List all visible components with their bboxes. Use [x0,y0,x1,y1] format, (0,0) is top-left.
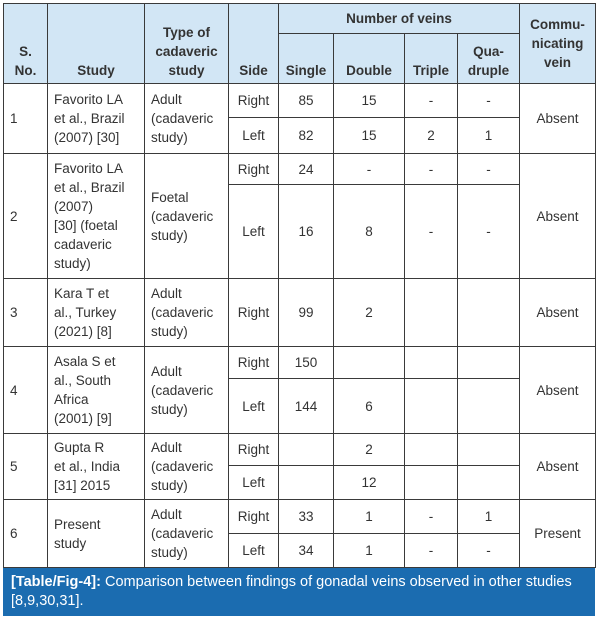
quadruple-cell [458,347,520,379]
header-sno: S. No. [4,4,48,84]
header-triple: Triple [405,34,458,84]
triple-cell: - [405,154,458,185]
side-cell: Left [229,534,279,568]
single-cell: 144 [279,379,334,434]
side-cell: Left [229,185,279,279]
side-cell: Right [229,154,279,185]
side-cell: Right [229,347,279,379]
double-cell: 12 [334,466,405,500]
quadruple-cell: - [458,185,520,279]
study-type-cell: Adult (cadaveric study) [145,434,229,500]
communicating-cell: Absent [520,347,596,434]
quadruple-cell: - [458,534,520,568]
quadruple-cell: 1 [458,500,520,534]
single-cell [279,434,334,466]
single-cell: 85 [279,84,334,118]
communicating-cell: Absent [520,279,596,347]
single-cell: 150 [279,347,334,379]
triple-cell [405,347,458,379]
study-cell: Gupta R et al., India [31] 2015 [48,434,145,500]
header-communicating-vein: Commu- nicating vein [520,4,596,84]
single-cell: 16 [279,185,334,279]
quadruple-cell [458,279,520,347]
row-number: 5 [4,434,48,500]
side-cell: Left [229,118,279,154]
single-cell [279,466,334,500]
study-type-cell: Adult (cadaveric study) [145,84,229,154]
double-cell: 2 [334,434,405,466]
table-figure [3,3,595,616]
communicating-cell: Present [520,500,596,568]
triple-cell [405,434,458,466]
single-cell: 34 [279,534,334,568]
communicating-cell: Absent [520,154,596,279]
quadruple-cell: - [458,84,520,118]
study-type-cell: Adult (cadaveric study) [145,279,229,347]
double-cell: 1 [334,500,405,534]
triple-cell: - [405,500,458,534]
table-row [4,154,596,185]
row-number: 1 [4,84,48,154]
quadruple-cell [458,466,520,500]
triple-cell: - [405,534,458,568]
double-cell: 8 [334,185,405,279]
triple-cell: - [405,185,458,279]
double-cell: 2 [334,279,405,347]
triple-cell: - [405,84,458,118]
study-cell: Favorito LA et al., Brazil (2007) [30] (foetal cadaveric study) [48,154,145,279]
table-caption [3,568,595,616]
quadruple-cell [458,379,520,434]
triple-cell: 2 [405,118,458,154]
double-cell: 6 [334,379,405,434]
communicating-cell: Absent [520,84,596,154]
quadruple-cell: - [458,154,520,185]
header-number-of-veins: Number of veins [279,4,520,34]
row-number: 2 [4,154,48,279]
double-cell: 15 [334,118,405,154]
side-cell: Right [229,500,279,534]
comparison-table [3,3,596,568]
study-cell: Present study [48,500,145,568]
study-type-cell: Foetal (cadaveric study) [145,154,229,279]
header-side: Side [229,4,279,84]
row-number: 6 [4,500,48,568]
table-row [4,434,596,466]
side-cell: Right [229,84,279,118]
study-type-cell: Adult (cadaveric study) [145,500,229,568]
table-row [4,500,596,534]
study-cell: Kara T et al., Turkey (2021) [8] [48,279,145,347]
double-cell: 15 [334,84,405,118]
study-cell: Favorito LA et al., Brazil (2007) [30] [48,84,145,154]
triple-cell [405,379,458,434]
side-cell: Left [229,466,279,500]
triple-cell [405,466,458,500]
double-cell: 1 [334,534,405,568]
communicating-cell: Absent [520,434,596,500]
header-type: Type of cadaveric study [145,4,229,84]
header-quadruple: Qua- druple [458,34,520,84]
header-study: Study [48,4,145,84]
double-cell: - [334,154,405,185]
caption-label: [Table/Fig-4]: [11,574,101,590]
table-row [4,347,596,379]
side-cell: Left [229,379,279,434]
header-single: Single [279,34,334,84]
study-cell: Asala S et al., South Africa (2001) [9] [48,347,145,434]
quadruple-cell [458,434,520,466]
caption-text: Comparison between findings of gonadal veins observed in other studies [8,9,30,31]. [11,574,572,609]
single-cell: 99 [279,279,334,347]
triple-cell [405,279,458,347]
table-row [4,279,596,347]
double-cell [334,347,405,379]
side-cell: Right [229,434,279,466]
row-number: 4 [4,347,48,434]
study-type-cell: Adult (cadaveric study) [145,347,229,434]
single-cell: 33 [279,500,334,534]
table-row [4,84,596,118]
header-double: Double [334,34,405,84]
row-number: 3 [4,279,48,347]
quadruple-cell: 1 [458,118,520,154]
single-cell: 24 [279,154,334,185]
single-cell: 82 [279,118,334,154]
side-cell: Right [229,279,279,347]
